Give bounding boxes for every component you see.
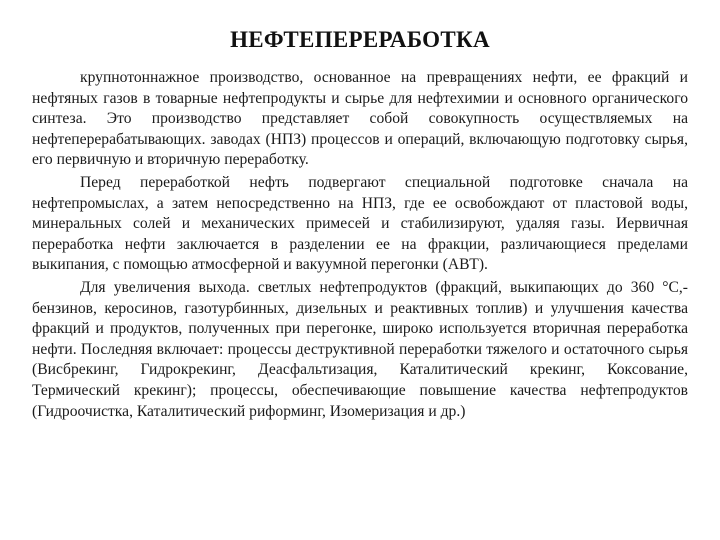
paragraph-definition: крупнотоннажное производство, основанное на превращениях нефти, ее фракций и нефтяных газов в товарные нефтепродукты и сырье для нефтехимии и основного органического синтеза. Это производство представляет собой совокупность осуществляемых на нефтеперерабатывающих. заводах (НПЗ) процессов и операций, включающую подготовку сырья, его первичную и вторичную переработку. xyxy=(32,69,688,169)
paragraph-preparation: Перед переработкой нефть подвергают специальной подготовке сначала на нефтепромыслах, а затем непосредственно на НПЗ, где ее освобождают от пластовой воды, минеральных солей и механических примесей и стабилизируют, удаляя газы. Иервичная переработка нефти заключается в разделении ее на фракции, различающиеся пределами выкипания, с помощью атмосферной и вакуумной перегонки (АВТ). xyxy=(32,173,688,274)
paragraph-secondary-processing: Для увеличения выхода. светлых нефтепродуктов (фракций, выкипающих до 360 °С,- бензинов, керосинов, газотурбинных, дизельных и реактивных топлив) и улучшения качества фракций и продуктов, полученных при перегонке, широко используется вторичная переработка нефти. Последняя включает: процессы деструктивной переработки тяжелого и остаточного сырья (Висбрекинг, Гидрокрекинг, Деасфальтизация, Каталитический крекинг, Коксование, Термический крекинг); процессы, обеспечивающие повышение качества нефтепродуктов (Гидроочистка, Каталитический риформинг, Изомеризация и др.) xyxy=(32,278,688,420)
page-title: НЕФТЕПЕРЕРАБОТКА xyxy=(230,27,490,52)
